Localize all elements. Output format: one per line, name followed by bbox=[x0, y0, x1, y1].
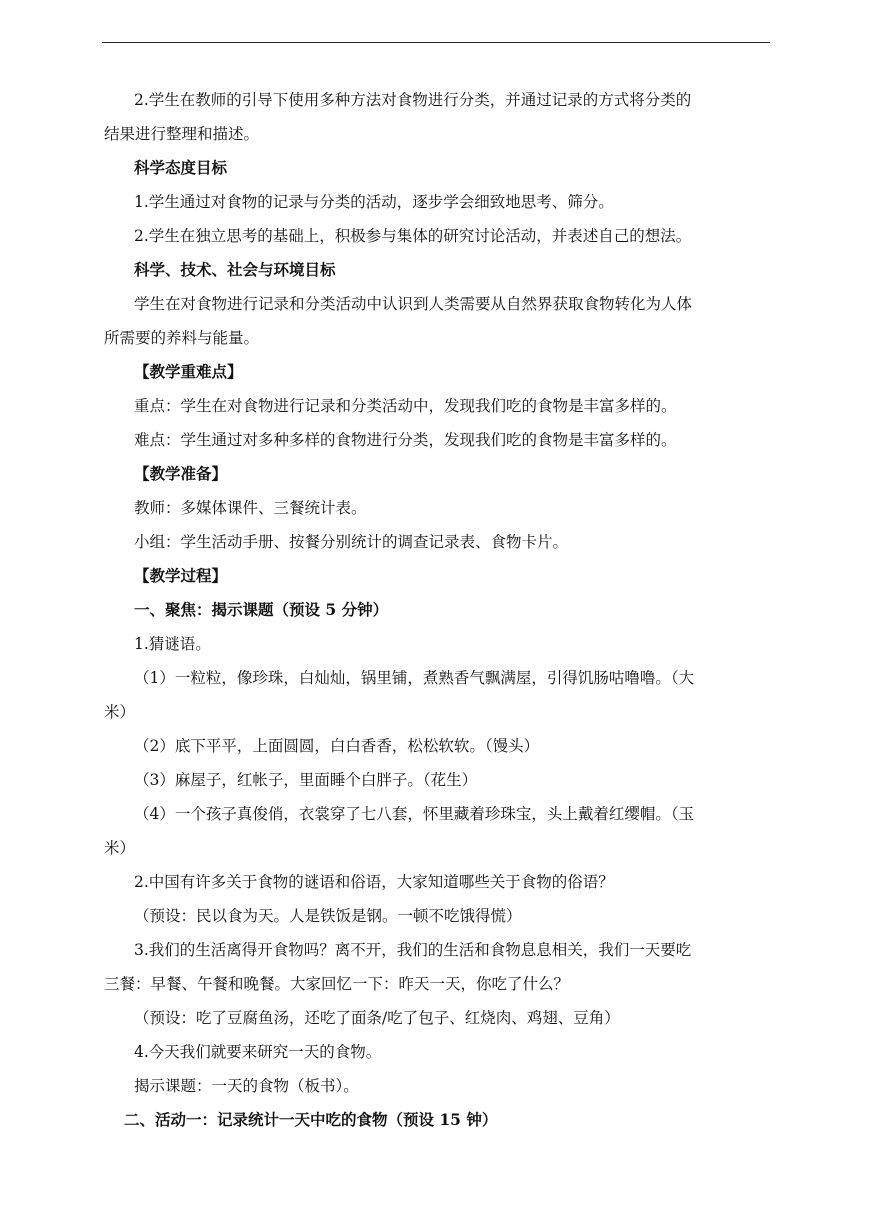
section-heading: 二、活动一：记录统计一天中吃的食物（预设 15 钟） bbox=[124, 1110, 498, 1129]
paragraph-line: 难点：学生通过对多种多样的食物进行分类，发现我们吃的食物是丰富多样的。 bbox=[134, 431, 677, 449]
paragraph-line: 三餐：早餐、午餐和晚餐。大家回忆一下：昨天一天，你吃了什么？ bbox=[104, 975, 570, 993]
paragraph-line: 重点：学生在对食物进行记录和分类活动中，发现我们吃的食物是丰富多样的。 bbox=[134, 397, 677, 415]
paragraph-line: 4.今天我们就要来研究一天的食物。 bbox=[134, 1043, 382, 1061]
paragraph-line: 学生在对食物进行记录和分类活动中认识到人类需要从自然界获取食物转化为人体 bbox=[134, 295, 693, 313]
paragraph-line: （2）底下平平，上面圆圆，白白香香，松松软软。（馒头） bbox=[134, 737, 540, 755]
paragraph-line: 1.学生通过对食物的记录与分类的活动，逐步学会细致地思考、筛分。 bbox=[134, 193, 614, 211]
paragraph-line: 小组：学生活动手册、按餐分别统计的调查记录表、食物卡片。 bbox=[134, 533, 569, 551]
paragraph-line: 米） bbox=[104, 839, 136, 857]
paragraph-line: （预设：吃了豆腐鱼汤，还吃了面条/吃了包子、红烧肉、鸡翅、豆角） bbox=[134, 1009, 620, 1027]
section-heading: 科学、技术、社会与环境目标 bbox=[134, 260, 336, 279]
paragraph-line: 结果进行整理和描述。 bbox=[104, 125, 260, 143]
paragraph-line: （3）麻屋子，红帐子，里面睡个白胖子。（花生） bbox=[134, 771, 478, 789]
section-heading: 【教学过程】 bbox=[134, 566, 228, 585]
section-heading: 【教学重难点】 bbox=[134, 362, 243, 381]
section-heading: 【教学准备】 bbox=[134, 464, 228, 483]
paragraph-line: （1）一粒粒，像珍珠，白灿灿，锅里铺，煮熟香气飘满屋，引得饥肠咕噜噜。（大 bbox=[134, 669, 695, 687]
paragraph-line: 2.学生在独立思考的基础上，积极参与集体的研究讨论活动，并表述自己的想法。 bbox=[134, 227, 692, 245]
paragraph-line: 2.学生在教师的引导下使用多种方法对食物进行分类，并通过记录的方式将分类的 bbox=[134, 91, 692, 109]
paragraph-line: （预设：民以食为天。人是铁饭是钢。一顿不吃饿得慌） bbox=[134, 907, 522, 925]
paragraph-line: 1.猜谜语。 bbox=[134, 635, 211, 653]
paragraph-line: 揭示课题：一天的食物（板书）。 bbox=[134, 1077, 359, 1095]
paragraph-line: （4）一个孩子真俊俏，衣裳穿了七八套，怀里藏着珍珠宝，头上戴着红缨帽。（玉 bbox=[134, 805, 695, 823]
paragraph-line: 2.中国有许多关于食物的谜语和俗语，大家知道哪些关于食物的俗语？ bbox=[134, 873, 614, 891]
paragraph-line: 教师：多媒体课件、三餐统计表。 bbox=[134, 499, 367, 517]
paragraph-line: 3.我们的生活离得开食物吗？离不开，我们的生活和食物息息相关，我们一天要吃 bbox=[134, 941, 692, 959]
section-heading: 一、聚焦：揭示课题（预设 5 分钟） bbox=[134, 600, 389, 619]
paragraph-line: 所需要的养料与能量。 bbox=[104, 329, 260, 347]
section-heading: 科学态度目标 bbox=[134, 158, 228, 177]
header-rule bbox=[102, 42, 770, 43]
paragraph-line: 米） bbox=[104, 703, 136, 721]
